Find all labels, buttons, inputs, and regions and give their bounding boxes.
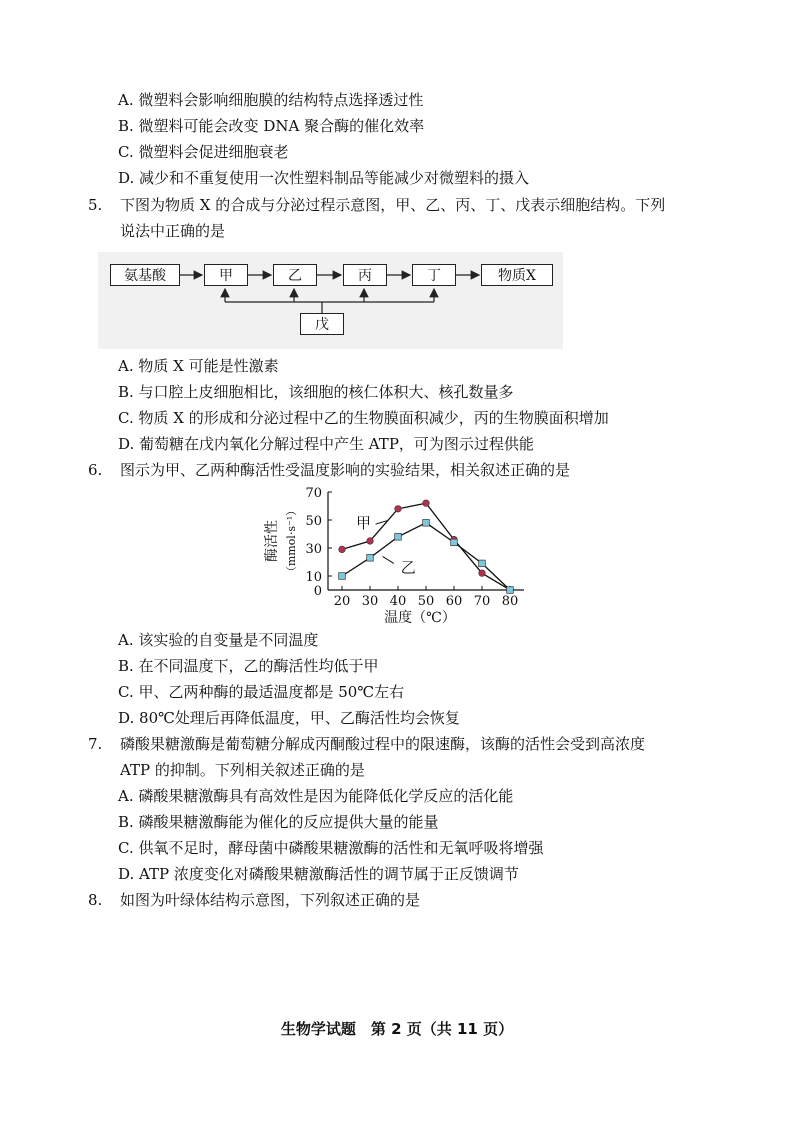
q7-stem-line1: 磷酸果糖激酶是葡萄糖分解成丙酮酸过程中的限速酶，该酶的活性会受到高浓度 <box>120 735 646 753</box>
series-2-point <box>479 560 486 567</box>
q4-option-c: C. 微塑料会促进细胞衰老 <box>118 143 289 161</box>
y-tick-label: 30 <box>305 542 322 557</box>
q4-option-d: D. 减少和不重复使用一次性塑料制品等能减少对微塑料的摄入 <box>118 169 530 187</box>
flow-node-bing: 丙 <box>343 264 387 286</box>
series-2-point <box>339 573 346 580</box>
flow-node-substance-x: 物质X <box>481 264 553 286</box>
q6-option-b: B. 在不同温度下，乙的酶活性均低于甲 <box>118 657 379 675</box>
flow-node-jia: 甲 <box>204 264 248 286</box>
q4-option-b: B. 微塑料可能会改变 DNA 聚合酶的催化效率 <box>118 117 425 135</box>
q6-number: 6. <box>88 461 103 479</box>
q7-number: 7. <box>88 735 103 753</box>
q5-stem-line1: 下图为物质 X 的合成与分泌过程示意图，甲、乙、丙、丁、戊表示细胞结构。下列 <box>120 196 666 214</box>
q6-option-a: A. 该实验的自变量是不同温度 <box>118 631 319 649</box>
page-footer: 生物学试题 第 2 页（共 11 页） <box>280 1020 514 1038</box>
series-1-point <box>367 538 374 545</box>
series-1-point <box>423 500 430 507</box>
q7-option-c: C. 供氧不足时，酵母菌中磷酸果糖激酶的活性和无氧呼吸将增强 <box>118 839 544 857</box>
series-label-1: 甲 <box>356 513 372 532</box>
flow-node-wu: 戊 <box>300 313 344 335</box>
q7-option-d: D. ATP 浓度变化对磷酸果糖激酶活性的调节属于正反馈调节 <box>118 865 519 883</box>
series-label-2-leader <box>383 556 394 563</box>
q5-flow-diagram <box>98 252 563 349</box>
series-1-point <box>479 570 486 577</box>
enzyme-activity-chart <box>250 482 530 627</box>
series-2-point <box>451 539 458 546</box>
x-tick-label: 20 <box>333 594 351 609</box>
q6-option-d: D. 80℃处理后再降低温度，甲、乙酶活性均会恢复 <box>118 709 460 727</box>
x-tick-label: 70 <box>473 594 491 609</box>
q5-option-d: D. 葡萄糖在戊内氧化分解过程中产生 ATP，可为图示过程供能 <box>118 435 534 453</box>
y-tick-label: 0 <box>313 584 322 599</box>
y-tick-label: 70 <box>305 486 322 501</box>
q7-stem-line2: ATP 的抑制。下列相关叙述正确的是 <box>120 761 365 779</box>
q5-option-a: A. 物质 X 可能是性激素 <box>118 357 279 375</box>
q4-option-a: A. 微塑料会影响细胞膜的结构特点选择透过性 <box>118 91 424 109</box>
series-1-point <box>395 506 402 513</box>
q8-stem: 如图为叶绿体结构示意图，下列叙述正确的是 <box>120 891 421 909</box>
x-tick-label: 30 <box>361 594 379 609</box>
q5-stem-line2: 说法中正确的是 <box>120 222 226 240</box>
flow-node-yi: 乙 <box>273 264 317 286</box>
q7-option-a: A. 磷酸果糖激酶具有高效性是因为能降低化学反应的活化能 <box>118 787 514 805</box>
series-label-2: 乙 <box>400 558 416 577</box>
x-tick-label: 50 <box>417 594 435 609</box>
series-2-point <box>507 587 514 594</box>
q5-option-c: C. 物质 X 的形成和分泌过程中乙的生物膜面积减少，丙的生物膜面积增加 <box>118 409 609 427</box>
series-2-point <box>367 555 374 562</box>
x-tick-label: 40 <box>389 594 407 609</box>
series-1-point <box>339 546 346 553</box>
q5-option-b: B. 与口腔上皮细胞相比，该细胞的核仁体积大、核孔数量多 <box>118 383 514 401</box>
flow-node-ding: 丁 <box>412 264 456 286</box>
flow-node-amino-acid: 氨基酸 <box>110 264 180 286</box>
series-2-point <box>395 534 402 541</box>
q6-option-c: C. 甲、乙两种酶的最适温度都是 50℃左右 <box>118 683 405 701</box>
y-axis-label: 酶活性 <box>264 520 280 562</box>
y-tick-label: 10 <box>305 570 322 585</box>
q8-number: 8. <box>88 891 103 909</box>
q7-option-b: B. 磷酸果糖激酶能为催化的反应提供大量的能量 <box>118 813 439 831</box>
series-2-point <box>423 520 430 527</box>
q6-stem: 图示为甲、乙两种酶活性受温度影响的实验结果，相关叙述正确的是 <box>120 461 571 479</box>
x-axis-label: 温度（℃） <box>384 610 456 626</box>
x-tick-label: 60 <box>445 594 463 609</box>
q5-number: 5. <box>88 196 103 214</box>
y-tick-label: 50 <box>305 514 322 529</box>
y-axis-unit: （mmol·s⁻¹） <box>285 504 298 578</box>
x-tick-label: 80 <box>501 594 519 609</box>
